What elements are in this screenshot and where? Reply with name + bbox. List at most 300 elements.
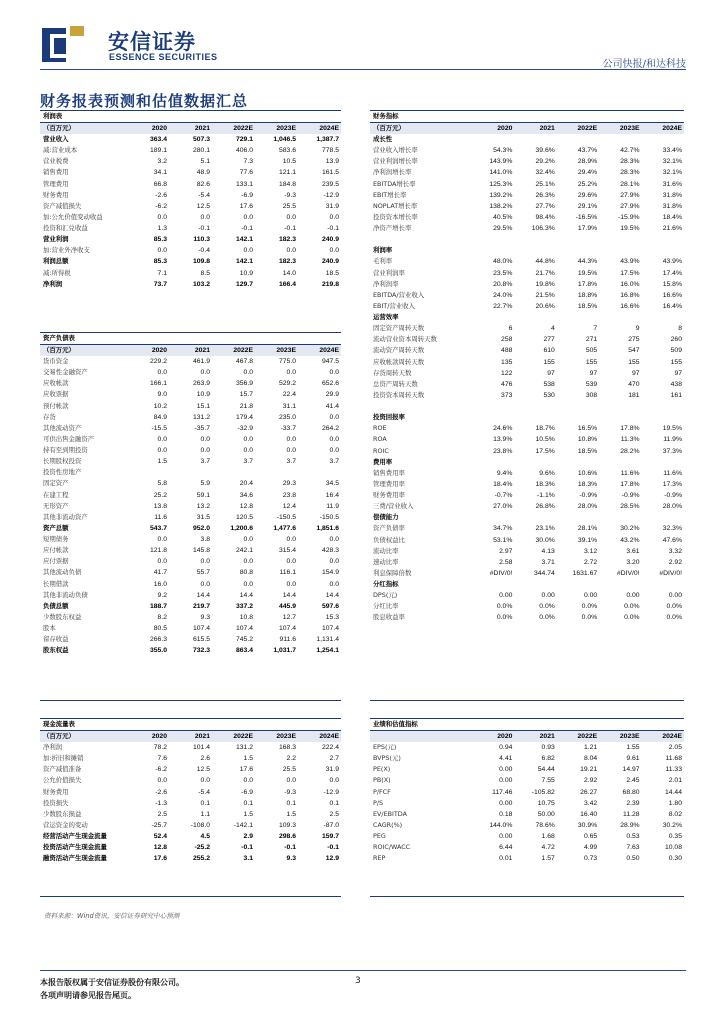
row-label: 无形资产 — [43, 501, 69, 510]
value-cell: 22.7% — [493, 302, 513, 310]
copyright-line-2: 各项声明请参见报告尾页。 — [40, 991, 136, 1000]
value-cell — [514, 312, 556, 323]
value-cell: 0.1 — [329, 799, 339, 807]
value-cell: 0.0 — [329, 435, 339, 443]
blank-cell — [255, 719, 298, 731]
section-title-row — [370, 719, 684, 731]
value-cell: 538 — [543, 380, 555, 388]
value-cell: 240.9 — [321, 236, 339, 244]
value-cell — [514, 234, 556, 245]
value-cell: 2.92 — [668, 558, 682, 566]
value-cell: 0.0% — [666, 603, 682, 611]
value-cell: 652.6 — [321, 380, 339, 388]
value-cell: 0.1 — [200, 799, 210, 807]
value-cell: 10.9 — [239, 269, 253, 277]
value-cell: 1631.67 — [572, 569, 598, 577]
table-row — [370, 842, 684, 853]
row-label: 应收帐款 — [43, 379, 69, 388]
row-label: 加:营业外净收支 — [43, 246, 90, 255]
value-cell: 0.0 — [157, 558, 167, 566]
value-cell: 355.0 — [149, 647, 167, 655]
row-label: 投资和汇兑收益 — [43, 224, 88, 233]
table-row — [40, 501, 341, 512]
table-row — [40, 268, 341, 279]
value-cell: 445.9 — [278, 602, 296, 610]
cash-bottom-rule — [40, 896, 341, 897]
row-label: PE(X) — [373, 765, 391, 774]
row-label: 其他非流动资产 — [43, 512, 88, 521]
row-label: 预付帐款 — [43, 401, 69, 410]
value-cell: 0.1 — [286, 799, 296, 807]
value-cell: 66.8 — [153, 180, 167, 188]
footer-divider — [40, 970, 686, 971]
value-cell: 26.27 — [580, 788, 598, 796]
blank-cell — [472, 719, 514, 731]
value-cell: -9.3 — [284, 191, 296, 199]
value-cell: 34.7% — [493, 525, 513, 533]
section-title-row — [40, 333, 341, 345]
value-cell — [472, 579, 514, 590]
year-header: 2021 — [169, 123, 212, 135]
value-cell: 14.44 — [664, 788, 682, 796]
value-cell: 0.0% — [581, 614, 598, 622]
value-cell: 8 — [678, 325, 682, 333]
row-label: EBIT/营业收入 — [373, 301, 415, 310]
year-header: 2020 — [126, 123, 169, 135]
value-cell: 1.5 — [243, 810, 253, 818]
value-cell — [642, 245, 684, 256]
value-cell: 135 — [501, 358, 513, 366]
table-row — [370, 323, 684, 334]
value-cell: 18.5% — [577, 302, 598, 310]
row-label: 费用率 — [373, 457, 393, 466]
value-cell: 55.7 — [196, 569, 210, 577]
value-cell: 121.1 — [278, 169, 296, 177]
unit-label: （百万元） — [40, 123, 126, 135]
value-cell: -2.6 — [155, 788, 167, 796]
row-label: 利润总额 — [43, 257, 69, 266]
value-cell: 179.4 — [235, 413, 253, 421]
value-cell: 2.2 — [286, 755, 296, 763]
value-cell: 16.6% — [662, 291, 682, 299]
value-cell: 0.0 — [157, 447, 167, 455]
table-row — [40, 179, 341, 190]
blank-cell — [514, 111, 556, 123]
value-cell — [472, 457, 514, 468]
value-cell: 0.0% — [624, 614, 640, 622]
value-cell: 166.4 — [278, 280, 296, 288]
ratios-bottom-rule — [370, 700, 684, 701]
header-divider — [40, 69, 686, 70]
value-cell: 131.2 — [235, 744, 253, 752]
table-row — [40, 145, 341, 156]
row-label: 固定资产周转天数 — [373, 324, 425, 333]
value-cell: 27.9% — [620, 191, 640, 199]
value-cell: -87.0 — [323, 821, 339, 829]
value-cell: 9.0 — [157, 391, 167, 399]
value-cell: 298.6 — [278, 833, 296, 841]
value-cell: 0.0% — [666, 614, 682, 622]
value-cell: 181 — [628, 391, 640, 399]
value-cell: 32.3% — [662, 525, 682, 533]
table-row — [370, 334, 684, 345]
table-row — [40, 567, 341, 578]
value-cell: 1.55 — [626, 744, 640, 752]
value-cell: 9.3 — [286, 855, 296, 863]
blank-cell — [126, 333, 169, 345]
row-label: 资产负债率 — [373, 524, 405, 533]
value-cell: 34.5 — [325, 480, 339, 488]
value-cell: 778.5 — [321, 147, 339, 155]
table-row — [370, 179, 684, 190]
table-row — [370, 579, 684, 590]
value-cell: 25.5 — [282, 202, 296, 210]
value-cell: 0.0 — [243, 247, 253, 255]
value-cell: 25.5 — [282, 766, 296, 774]
value-cell — [472, 401, 514, 412]
page-number: 3 — [355, 976, 361, 986]
year-header: 2023E — [255, 731, 298, 743]
value-cell: 255.2 — [192, 855, 210, 863]
value-cell: 44.3% — [577, 258, 598, 266]
value-cell: 2.97 — [499, 547, 513, 555]
value-cell: 14.4 — [239, 591, 253, 599]
value-cell: 19.5% — [620, 225, 640, 233]
table-row — [40, 798, 341, 809]
value-cell: -0.1 — [241, 844, 253, 852]
row-label: 负债总额 — [43, 601, 69, 610]
row-label: EV/EBITDA — [373, 809, 407, 818]
value-cell: 14.4 — [282, 591, 296, 599]
value-cell: 155 — [628, 358, 640, 366]
row-label: DPS(元) — [373, 591, 398, 600]
value-cell: 10.2 — [153, 402, 167, 410]
value-cell: 18.3% — [535, 480, 555, 488]
value-cell: 17.5% — [535, 447, 555, 455]
value-cell: 43.9% — [662, 258, 682, 266]
value-cell: 0.0 — [243, 536, 253, 544]
value-cell: 0.0 — [286, 435, 296, 443]
value-cell: 235.0 — [278, 413, 296, 421]
value-cell: -0.9% — [664, 492, 682, 500]
value-cell: 1.5 — [286, 810, 296, 818]
table-row — [370, 612, 684, 623]
value-cell: 2.58 — [499, 558, 513, 566]
table-row — [370, 753, 684, 764]
table-row — [40, 223, 341, 234]
value-cell: 7.6 — [157, 755, 167, 763]
row-label: 货币资金 — [43, 357, 69, 366]
value-cell: 32.1% — [662, 169, 682, 177]
row-label: 股东权益 — [43, 646, 69, 655]
value-cell: 11.6 — [154, 513, 167, 521]
value-cell: 428.3 — [321, 547, 339, 555]
val-bottom-rule — [370, 896, 684, 897]
value-cell: 363.4 — [149, 136, 167, 144]
value-cell: 11.9% — [663, 436, 682, 444]
value-cell: 101.4 — [192, 744, 210, 752]
value-cell: 539 — [585, 380, 598, 388]
value-cell: 258 — [501, 336, 513, 344]
year-header: 2022E — [557, 123, 599, 135]
value-cell: 14.97 — [622, 766, 640, 774]
value-cell — [642, 234, 684, 245]
value-cell: 25.2% — [577, 180, 598, 188]
table-row — [40, 234, 341, 245]
row-label: 速动比率 — [373, 557, 399, 566]
value-cell: 0.0 — [200, 558, 210, 566]
value-cell: 947.5 — [321, 358, 339, 366]
table-row — [370, 501, 684, 512]
value-cell — [599, 245, 641, 256]
value-cell: 0.0 — [329, 580, 339, 588]
value-cell: 1.68 — [541, 833, 555, 841]
value-cell: 31.8% — [662, 191, 682, 199]
value-cell: -105.82 — [531, 788, 555, 796]
value-cell: 25.2 — [153, 491, 167, 499]
value-cell: 745.2 — [235, 636, 253, 644]
report-type: 公司快报/和达科技 — [602, 59, 686, 70]
value-cell: 37.3% — [662, 447, 682, 455]
value-cell: -1.3 — [155, 799, 167, 807]
value-cell: -32.9 — [237, 424, 253, 432]
value-cell — [514, 512, 556, 523]
value-cell: 0.0 — [329, 413, 339, 421]
value-cell: 82.6 — [196, 180, 210, 188]
value-cell: -0.9% — [621, 492, 640, 500]
row-label: 存货 — [43, 412, 56, 421]
value-cell: 107.4 — [192, 625, 210, 633]
table-row — [40, 742, 341, 753]
row-label: 投资性房地产 — [43, 468, 82, 477]
value-cell: 30.2% — [662, 821, 682, 829]
row-label: 在建工程 — [43, 490, 69, 499]
value-cell: 4.41 — [499, 755, 513, 763]
value-cell: 3.7 — [243, 458, 253, 466]
blank-cell — [298, 719, 341, 731]
value-cell: 0.35 — [668, 833, 682, 841]
unit-label: （百万元） — [40, 731, 126, 743]
value-cell: 315.4 — [278, 547, 296, 555]
row-label: PEG — [373, 832, 386, 841]
value-cell: 13.9% — [493, 436, 513, 444]
value-cell: 222.4 — [321, 744, 339, 752]
value-cell: 2.05 — [668, 744, 682, 752]
income-statement-table — [40, 110, 341, 290]
value-cell: 16.4% — [662, 302, 682, 310]
table-row — [40, 467, 341, 478]
value-cell — [557, 412, 599, 423]
value-cell: -6.9 — [241, 191, 253, 199]
value-cell: 729.1 — [235, 136, 253, 144]
value-cell: 17.3% — [662, 480, 682, 488]
value-cell — [642, 412, 684, 423]
value-cell: -0.1 — [327, 844, 339, 852]
value-cell: 488 — [501, 347, 513, 355]
value-cell: 3.2 — [157, 158, 167, 166]
value-cell: 182.3 — [278, 258, 296, 266]
year-header: 2023E — [599, 123, 641, 135]
value-cell: -9.3 — [284, 788, 296, 796]
blank-cell — [212, 333, 255, 345]
value-cell: 31.9 — [325, 202, 339, 210]
value-cell: 8.02 — [668, 810, 682, 818]
value-cell: 4.5 — [200, 833, 210, 841]
blank-cell — [370, 731, 472, 743]
blank-cell — [642, 111, 684, 123]
table-row — [40, 764, 341, 775]
value-cell: 1,477.6 — [273, 524, 296, 532]
year-header: 2022E — [212, 731, 255, 743]
value-cell: 28.9% — [620, 821, 640, 829]
value-cell: 182.3 — [278, 236, 296, 244]
row-label: BVPS(元) — [373, 754, 401, 763]
value-cell: 1.5 — [243, 755, 253, 763]
value-cell: 155 — [543, 358, 555, 366]
value-cell: 21.6% — [662, 225, 682, 233]
value-cell: 1,254.1 — [316, 647, 339, 655]
value-cell: 12.8 — [153, 844, 167, 852]
value-cell: 0.0% — [624, 603, 640, 611]
value-cell: -1.1% — [537, 492, 555, 500]
value-cell: 2.7 — [329, 755, 339, 763]
table-row — [370, 223, 684, 234]
value-cell: 142.1 — [235, 236, 253, 244]
value-cell: 0.0 — [329, 247, 339, 255]
table-row — [370, 234, 684, 245]
row-label: 存货周转天数 — [373, 368, 412, 377]
value-cell: 12.4 — [282, 502, 296, 510]
value-cell — [514, 245, 556, 256]
value-cell: 9.2 — [157, 591, 167, 599]
value-cell: 0.0 — [243, 558, 253, 566]
value-cell: 23.8% — [493, 447, 513, 455]
column-header-row — [40, 123, 341, 135]
value-cell — [472, 134, 514, 145]
table-row — [370, 401, 684, 412]
value-cell: 17.8% — [577, 280, 598, 288]
value-cell: 0.0 — [286, 558, 296, 566]
value-cell: 597.6 — [321, 602, 339, 610]
value-cell: 155 — [585, 358, 598, 366]
table-row — [40, 556, 341, 567]
value-cell — [642, 512, 684, 523]
row-label: 经营活动产生现金流量 — [43, 832, 107, 841]
value-cell: 1.5 — [157, 458, 167, 466]
value-cell: 280.1 — [192, 147, 210, 155]
value-cell: 85.3 — [153, 236, 167, 244]
value-cell: 476 — [501, 380, 513, 388]
value-cell: 4.72 — [541, 844, 555, 852]
value-cell: 7.55 — [541, 777, 555, 785]
value-cell: 21.5% — [535, 291, 555, 299]
value-cell: 0.0 — [286, 247, 296, 255]
value-cell: 4 — [551, 325, 555, 333]
value-cell: 467.8 — [235, 358, 253, 366]
value-cell: 15.7 — [239, 391, 253, 399]
value-cell: 189.1 — [149, 147, 167, 155]
blank-cell — [255, 111, 298, 123]
value-cell: 547 — [628, 347, 640, 355]
table-row — [40, 156, 341, 167]
row-label: 财务费用率 — [373, 491, 405, 500]
value-cell: 21.8 — [239, 402, 253, 410]
section-title: 资产负债表 — [40, 333, 126, 345]
value-cell: 11.33 — [665, 766, 682, 774]
value-cell: 2.39 — [626, 799, 640, 807]
table-row — [370, 212, 684, 223]
value-cell: 9.3 — [200, 613, 210, 621]
table-row — [40, 356, 341, 367]
value-cell: 12.8 — [239, 502, 253, 510]
table-row — [40, 245, 341, 256]
table-row — [370, 357, 684, 368]
value-cell: 344.74 — [533, 569, 555, 577]
value-cell: 3.32 — [668, 547, 682, 555]
table-row — [370, 412, 684, 423]
table-row — [40, 753, 341, 764]
value-cell: 9 — [635, 325, 640, 333]
value-cell — [514, 579, 556, 590]
value-cell: 0.0 — [329, 558, 339, 566]
value-cell: -150.5 — [276, 513, 296, 521]
value-cell: 85.3 — [153, 258, 167, 266]
table-row — [370, 512, 684, 523]
value-cell: 0.0% — [496, 603, 513, 611]
row-label: 营业税费 — [43, 157, 69, 166]
value-cell: 264.2 — [321, 424, 339, 432]
blank-cell — [212, 111, 255, 123]
value-cell: 5.9 — [200, 480, 210, 488]
row-label: 运营效率 — [373, 313, 399, 322]
value-cell: 120.5 — [235, 513, 253, 521]
year-header: 2023E — [255, 345, 298, 357]
value-cell: 138.2% — [489, 202, 513, 210]
value-cell: 775.0 — [278, 358, 296, 366]
value-cell: 25.1% — [535, 180, 555, 188]
blank-cell — [255, 333, 298, 345]
value-cell: -6.2 — [155, 766, 167, 774]
row-label: 持有至到期投资 — [43, 446, 88, 455]
section-title: 业绩和估值指标 — [370, 719, 472, 731]
value-cell: 863.4 — [235, 647, 253, 655]
table-row — [370, 201, 684, 212]
table-row — [40, 579, 341, 590]
table-row — [370, 312, 684, 323]
value-cell — [169, 467, 212, 478]
value-cell — [514, 401, 556, 412]
year-header: 2020 — [472, 731, 514, 743]
value-cell: 240.9 — [321, 258, 339, 266]
row-label: 交易性金融资产 — [43, 368, 88, 377]
table-row — [40, 842, 341, 853]
value-cell: 54.3% — [493, 147, 513, 155]
row-label: 流动营业资本周转天数 — [373, 335, 437, 344]
value-cell: -0.1 — [284, 225, 296, 233]
table-row — [40, 490, 341, 501]
row-label: 营运资金的变动 — [43, 820, 88, 829]
year-header: 2021 — [514, 123, 556, 135]
table-row — [370, 523, 684, 534]
row-label: 应付票据 — [43, 557, 69, 566]
row-label: 毛利率 — [373, 257, 393, 266]
brand-name-en: ESSENCE SECURITIES — [109, 52, 218, 62]
value-cell: 0.0 — [243, 369, 253, 377]
row-label: 加:折旧和摊销 — [43, 754, 84, 763]
value-cell: 116.1 — [279, 569, 296, 577]
row-label: 长期股权投资 — [43, 457, 82, 466]
value-cell: 28.1% — [620, 180, 640, 188]
